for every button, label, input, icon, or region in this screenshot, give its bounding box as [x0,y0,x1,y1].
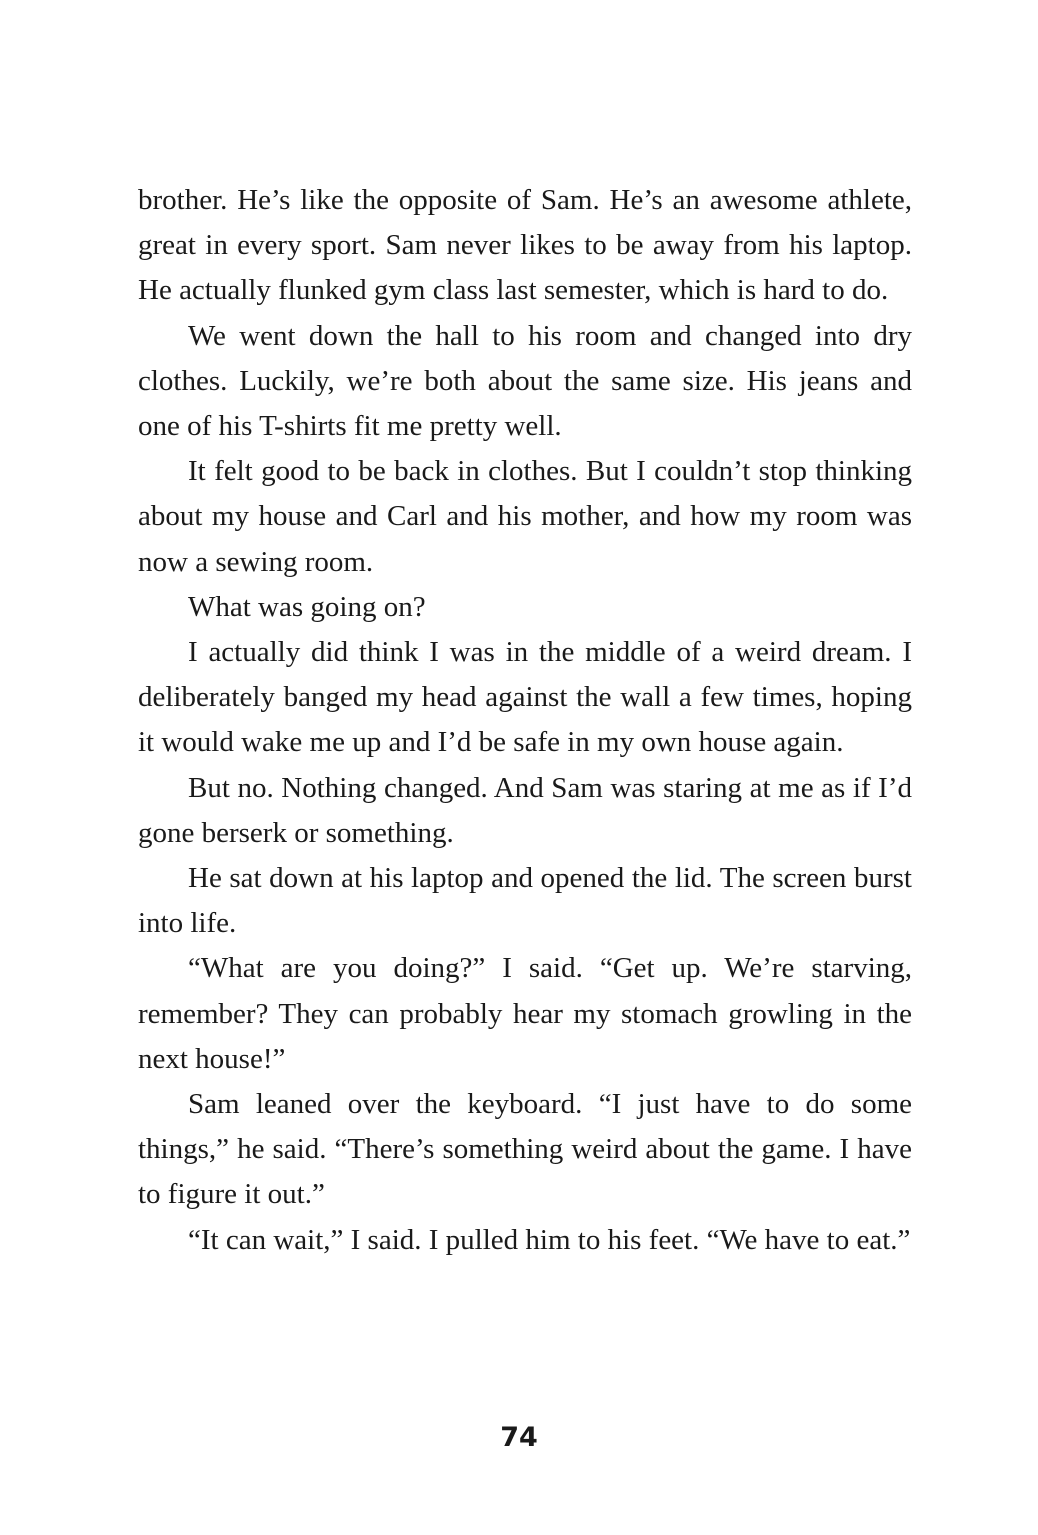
body-text [138,178,912,1263]
paragraph-8: “What are you doing?” I said. “Get up. We’re starving, remember? They can probably hear my stomach growling in the next house!” [138,952,912,1075]
paragraph-6: But no. Nothing changed. And Sam was staring at me as if I’d gone berserk or something. [138,771,912,849]
page-number: 74 [500,1422,538,1453]
paragraph-10: “It can wait,” I said. I pulled him to his feet. “We have to eat.” [188,1223,911,1256]
paragraph-4: What was going on? [188,590,426,623]
paragraph-1: brother. He’s like the opposite of Sam. He’s an awesome athlete, great in every sport. Sam never likes to be away from his laptop. He actually flunked gym class last semester, which is hard to do. [138,184,912,307]
paragraph-2: We went down the hall to his room and changed into dry clothes. Luckily, we’re both about the same size. His jeans and one of his T-shirts fit me pretty well. [138,319,912,443]
paragraph-9: Sam leaned over the keyboard. “I just have to do some things,” he said. “There’s something weird about the game. I have to figure it out.” [138,1088,912,1211]
paragraph-3: It felt good to be back in clothes. But I couldn’t stop thinking about my house and Carl and his mother, and how my room was now a sewing room. [138,455,912,578]
paragraph-7: He sat down at his laptop and opened the lid. The screen burst into life. [138,862,912,940]
paragraph-5: I actually did think I was in the middle of a weird dream. I deliberately banged my head against the wall a few times, hoping it would wake me up and I’d be safe in my own house again. [138,636,912,759]
